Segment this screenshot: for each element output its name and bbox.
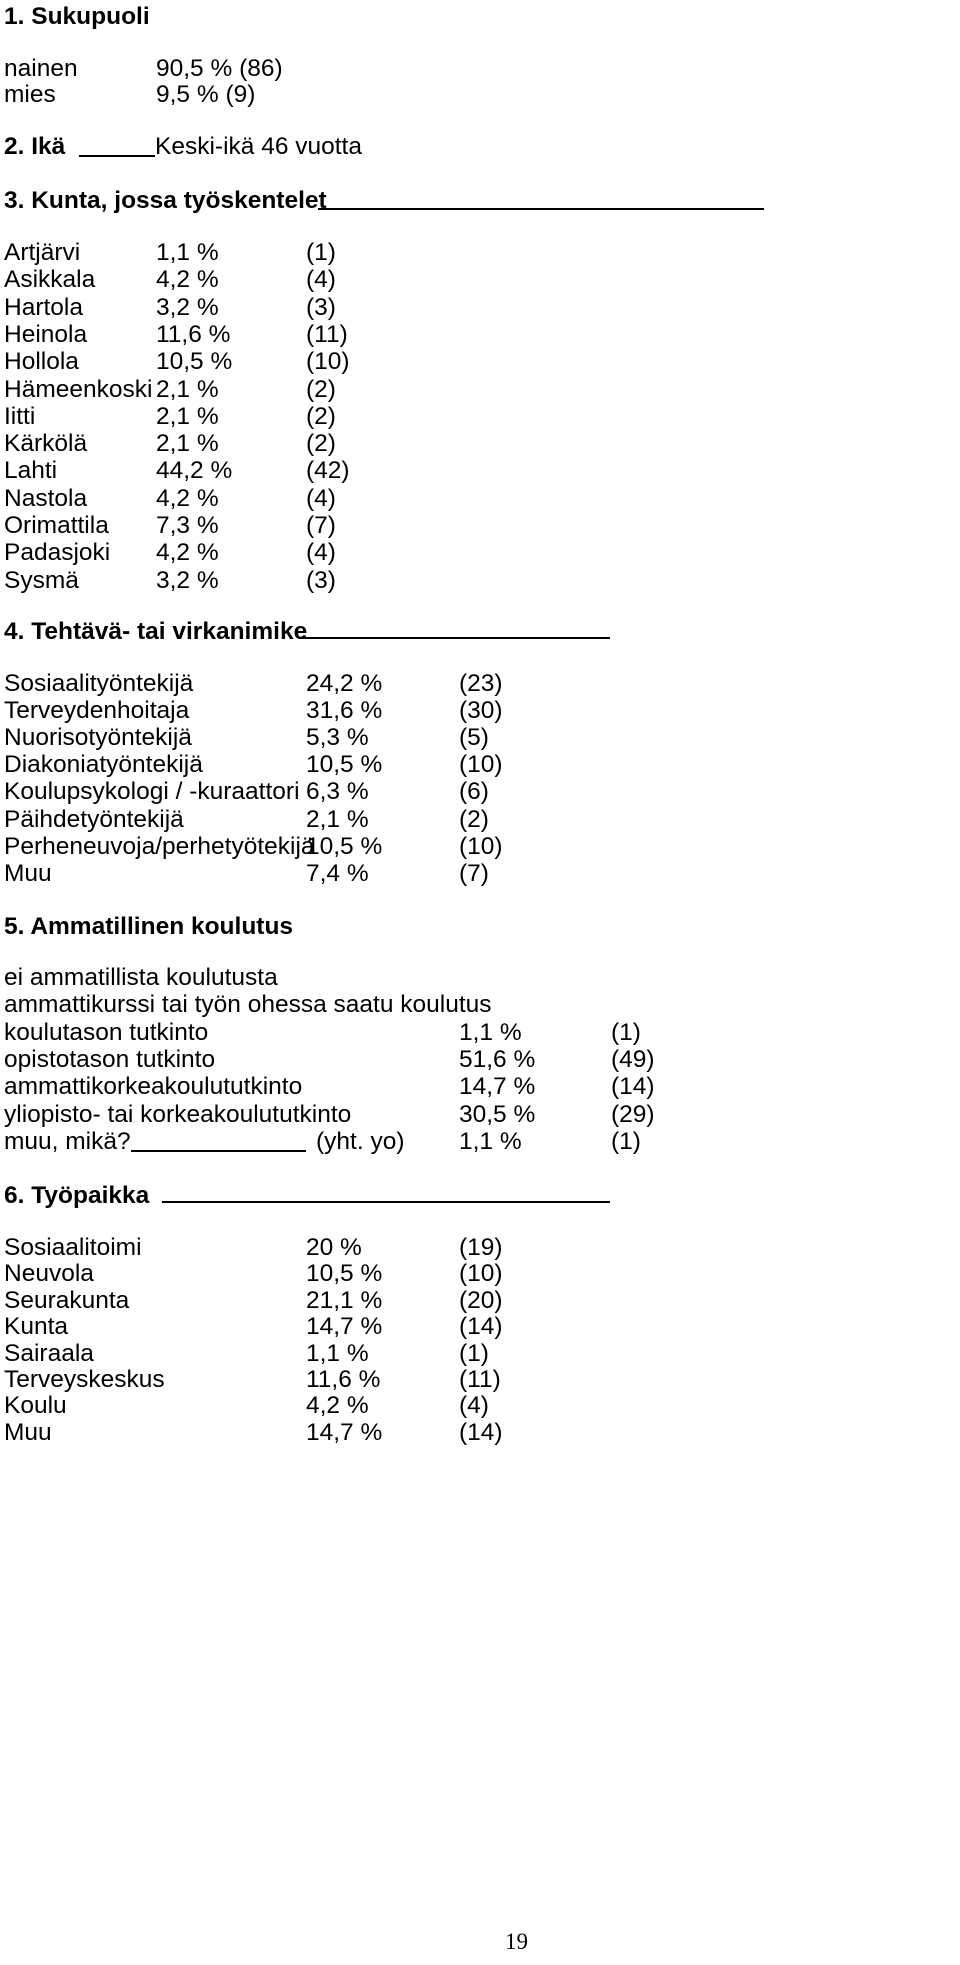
municipality-row-percent: 4,2 % (156, 539, 219, 567)
workplace-row-count: (4) (459, 1392, 489, 1420)
workplace-row-label: Koulu (4, 1392, 67, 1420)
job-title-row-count: (10) (459, 832, 503, 860)
education-row-count: (1) (611, 1018, 641, 1046)
job-title-row-count: (30) (459, 697, 503, 725)
education-other-percent: 1,1 % (459, 1128, 522, 1155)
workplace-row-count: (14) (459, 1418, 503, 1446)
education-other-label: muu, mikä? (4, 1128, 131, 1155)
workplace-row-percent: 11,6 % (306, 1366, 381, 1393)
gender-label-female: nainen (4, 55, 78, 82)
job-title-row-label: Terveydenhoitaja (4, 697, 190, 725)
workplace-row-percent: 14,7 % (306, 1313, 383, 1341)
municipality-row-label: Orimattila (4, 512, 109, 539)
workplace-row-percent: 10,5 % (306, 1260, 383, 1288)
workplace-row-label: Neuvola (4, 1260, 94, 1288)
municipality-row-label: Heinola (4, 320, 88, 348)
municipality-row-count: (2) (306, 402, 336, 430)
municipality-row-percent: 2,1 % (156, 402, 219, 430)
workplace-row-count: (11) (459, 1366, 501, 1393)
municipality-row-percent: 7,3 % (156, 512, 219, 539)
answer-line (162, 1201, 610, 1203)
education-row-percent: 1,1 % (459, 1018, 522, 1046)
education-row-count: (29) (611, 1100, 655, 1128)
job-title-row-count: (2) (459, 805, 489, 833)
gender-value-female: 90,5 % (86) (156, 55, 283, 82)
workplace-row-count: (20) (459, 1286, 503, 1314)
municipality-row-label: Artjärvi (4, 239, 81, 266)
job-title-row-percent: 10,5 % (306, 751, 383, 779)
answer-line (318, 208, 764, 210)
education-row-percent: 14,7 % (459, 1073, 536, 1101)
education-row-label: ammattikurssi tai työn ohessa saatu koulutus (4, 991, 492, 1019)
job-title-row-percent: 24,2 % (306, 670, 383, 697)
education-other-suffix: (yht. yo) (316, 1128, 405, 1155)
workplace-row-count: (19) (459, 1234, 503, 1261)
municipality-row-label: Sysmä (4, 566, 79, 594)
municipality-row-count: (42) (306, 457, 350, 485)
workplace-row-label: Kunta (4, 1313, 69, 1341)
page-number: 19 (505, 1929, 528, 1954)
workplace-row-label: Sosiaalitoimi (4, 1234, 142, 1261)
municipality-row-percent: 3,2 % (156, 566, 219, 594)
municipality-row-label: Lahti (4, 457, 58, 485)
municipality-row-percent: 4,2 % (156, 266, 219, 294)
job-title-row-count: (6) (459, 778, 489, 806)
education-row-label: opistotason tutkinto (4, 1045, 216, 1073)
job-title-row-percent: 5,3 % (306, 724, 369, 752)
workplace-row-percent: 4,2 % (306, 1392, 369, 1420)
municipality-row-count: (2) (306, 375, 336, 403)
answer-line (131, 1150, 306, 1152)
municipality-row-count: (7) (306, 512, 336, 539)
municipality-row-count: (4) (306, 484, 336, 512)
job-title-row-label: Päihdetyöntekijä (4, 805, 184, 833)
section-heading-education: 5. Ammatillinen koulutus (4, 913, 294, 940)
workplace-row-count: (14) (459, 1313, 503, 1341)
municipality-row-percent: 44,2 % (156, 457, 233, 485)
workplace-row-percent: 14,7 % (306, 1418, 383, 1446)
job-title-row-label: Diakoniatyöntekijä (4, 751, 203, 779)
job-title-row-label: Koulupsykologi / -kuraattori (4, 778, 300, 806)
job-title-row-percent: 7,4 % (306, 859, 369, 887)
workplace-row-percent: 20 % (306, 1234, 362, 1261)
workplace-row-label: Sairaala (4, 1339, 94, 1367)
job-title-row-percent: 31,6 % (306, 697, 383, 725)
workplace-row-label: Terveyskeskus (4, 1366, 165, 1393)
municipality-row-label: Hämeenkoski (4, 375, 153, 403)
education-row-label: ei ammatillista koulutusta (4, 964, 278, 991)
education-row-label: ammattikorkeakoulututkinto (4, 1073, 303, 1101)
education-row-count: (49) (611, 1045, 655, 1073)
age-answer: Keski-ikä 46 vuotta (155, 133, 362, 160)
municipality-row-count: (10) (306, 348, 350, 376)
workplace-row-count: (10) (459, 1260, 503, 1288)
municipality-row-label: Hartola (4, 293, 83, 321)
job-title-row-label: Nuorisotyöntekijä (4, 724, 192, 752)
municipality-row-label: Hollola (4, 348, 79, 376)
municipality-row-percent: 2,1 % (156, 375, 219, 403)
job-title-row-count: (10) (459, 751, 503, 779)
education-row-percent: 30,5 % (459, 1100, 536, 1128)
municipality-row-percent: 10,5 % (156, 348, 233, 376)
section-heading-job-title: 4. Tehtävä- tai virkanimike (4, 618, 308, 645)
municipality-row-label: Kärkölä (4, 430, 88, 458)
municipality-row-count: (4) (306, 539, 336, 567)
municipality-row-label: Padasjoki (4, 539, 111, 567)
municipality-row-percent: 2,1 % (156, 430, 219, 458)
job-title-row-percent: 10,5 % (306, 832, 383, 860)
job-title-row-label: Perheneuvoja/perhetyötekijä (4, 832, 315, 860)
answer-line (300, 637, 610, 639)
job-title-row-count: (7) (459, 859, 489, 887)
municipality-row-percent: 11,6 % (156, 320, 231, 348)
workplace-row-count: (1) (459, 1339, 489, 1367)
gender-value-male: 9,5 % (9) (156, 81, 256, 108)
education-row-count: (14) (611, 1073, 655, 1101)
section-heading-workplace: 6. Työpaikka (4, 1182, 150, 1209)
education-other-count: (1) (611, 1128, 641, 1155)
municipality-row-percent: 1,1 % (156, 239, 219, 266)
municipality-row-count: (3) (306, 293, 336, 321)
section-heading-age: 2. Ikä (4, 133, 66, 160)
workplace-row-label: Muu (4, 1418, 52, 1446)
municipality-row-percent: 4,2 % (156, 484, 219, 512)
section-heading-gender: 1. Sukupuoli (4, 3, 150, 30)
education-row-percent: 51,6 % (459, 1045, 536, 1073)
municipality-row-count: (3) (306, 566, 336, 594)
municipality-row-count: (1) (306, 239, 336, 266)
workplace-row-percent: 1,1 % (306, 1339, 369, 1367)
education-row-label: yliopisto- tai korkeakoulututkinto (4, 1100, 352, 1128)
municipality-row-count: (11) (306, 320, 348, 348)
gender-label-male: mies (4, 81, 56, 108)
workplace-row-label: Seurakunta (4, 1286, 130, 1314)
municipality-row-percent: 3,2 % (156, 293, 219, 321)
section-heading-municipality: 3. Kunta, jossa työskentelet (4, 187, 327, 214)
job-title-row-percent: 2,1 % (306, 805, 369, 833)
municipality-row-label: Iitti (4, 402, 36, 430)
job-title-row-count: (5) (459, 724, 489, 752)
job-title-row-label: Sosiaalityöntekijä (4, 670, 194, 697)
education-row-label: koulutason tutkinto (4, 1018, 209, 1046)
answer-line (79, 155, 155, 157)
municipality-row-label: Nastola (4, 484, 88, 512)
job-title-row-label: Muu (4, 859, 52, 887)
workplace-row-percent: 21,1 % (306, 1286, 383, 1314)
job-title-row-count: (23) (459, 670, 503, 697)
job-title-row-percent: 6,3 % (306, 778, 369, 806)
municipality-row-count: (2) (306, 430, 336, 458)
municipality-row-count: (4) (306, 266, 336, 294)
municipality-row-label: Asikkala (4, 266, 96, 294)
